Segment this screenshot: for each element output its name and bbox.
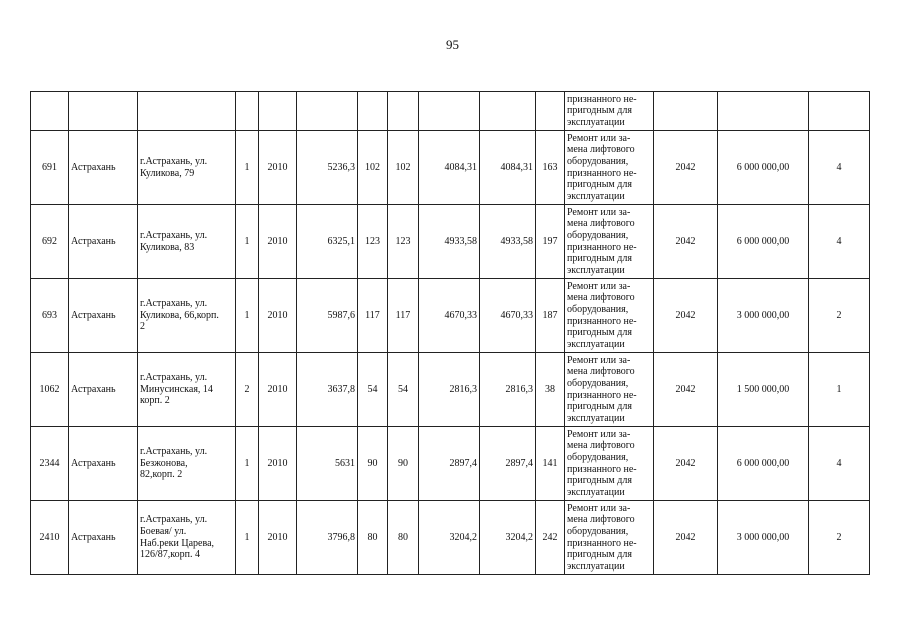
cell-count: 2 — [809, 279, 870, 353]
cell-address: г.Астрахань, ул. Безжонова, 82,корп. 2 — [138, 427, 236, 501]
cell-col7: 90 — [358, 427, 388, 501]
table-row — [31, 205, 870, 279]
cell-col7: 80 — [358, 501, 388, 575]
cell-col8: 102 — [388, 131, 419, 205]
cell-col11: 163 — [536, 131, 565, 205]
cell-area-a: 3204,2 — [419, 501, 480, 575]
cell-col4: 1 — [236, 131, 259, 205]
cell-year: 2010 — [259, 501, 297, 575]
cell-id: 693 — [31, 279, 69, 353]
cell-empty — [654, 92, 718, 131]
cell-col4: 1 — [236, 501, 259, 575]
cell-col11: 141 — [536, 427, 565, 501]
housing-repair-table — [30, 91, 870, 575]
cell-work-continued: признанного не- пригодным для эксплуатации — [565, 92, 654, 131]
cell-col11: 242 — [536, 501, 565, 575]
cell-cost: 1 500 000,00 — [718, 353, 809, 427]
cell-empty — [358, 92, 388, 131]
cell-empty — [809, 92, 870, 131]
cell-empty — [138, 92, 236, 131]
cell-col11: 197 — [536, 205, 565, 279]
cell-address: г.Астрахань, ул. Куликова, 66,корп. 2 — [138, 279, 236, 353]
cell-year: 2010 — [259, 279, 297, 353]
cell-year: 2010 — [259, 205, 297, 279]
cell-plan-year: 2042 — [654, 205, 718, 279]
cell-area-b: 4084,31 — [480, 131, 536, 205]
cell-address: г.Астрахань, ул. Боевая/ ул. Наб.реки Царева, 126/87,корп. 4 — [138, 501, 236, 575]
cell-city: Астрахань — [69, 279, 138, 353]
cell-empty — [31, 92, 69, 131]
cell-plan-year: 2042 — [654, 501, 718, 575]
cell-area-b: 2897,4 — [480, 427, 536, 501]
cell-work: Ремонт или за- мена лифтового оборудования, признанного не- пригодным для эксплуатации — [565, 279, 654, 353]
cell-plan-year: 2042 — [654, 427, 718, 501]
cell-area-a: 2897,4 — [419, 427, 480, 501]
cell-col7: 117 — [358, 279, 388, 353]
cell-address: г.Астрахань, ул. Минусинская, 14 корп. 2 — [138, 353, 236, 427]
cell-area-b: 4933,58 — [480, 205, 536, 279]
cell-empty — [388, 92, 419, 131]
cell-area-b: 2816,3 — [480, 353, 536, 427]
cell-id: 2344 — [31, 427, 69, 501]
cell-col4: 2 — [236, 353, 259, 427]
cell-col11: 187 — [536, 279, 565, 353]
cell-empty — [536, 92, 565, 131]
cell-year: 2010 — [259, 427, 297, 501]
cell-year: 2010 — [259, 353, 297, 427]
cell-plan-year: 2042 — [654, 131, 718, 205]
cell-empty — [419, 92, 480, 131]
cell-area-total: 5236,3 — [297, 131, 358, 205]
cell-col8: 117 — [388, 279, 419, 353]
cell-cost: 3 000 000,00 — [718, 279, 809, 353]
cell-id: 2410 — [31, 501, 69, 575]
cell-area-a: 4670,33 — [419, 279, 480, 353]
cell-count: 2 — [809, 501, 870, 575]
cell-col7: 123 — [358, 205, 388, 279]
cell-col8: 123 — [388, 205, 419, 279]
cell-address: г.Астрахань, ул. Куликова, 79 — [138, 131, 236, 205]
cell-count: 4 — [809, 205, 870, 279]
cell-work: Ремонт или за- мена лифтового оборудования, признанного не- пригодным для эксплуатации — [565, 427, 654, 501]
cell-col8: 90 — [388, 427, 419, 501]
cell-area-a: 2816,3 — [419, 353, 480, 427]
cell-cost: 6 000 000,00 — [718, 427, 809, 501]
table-row — [31, 131, 870, 205]
cell-plan-year: 2042 — [654, 353, 718, 427]
cell-count: 4 — [809, 427, 870, 501]
cell-area-total: 3796,8 — [297, 501, 358, 575]
cell-empty — [480, 92, 536, 131]
cell-area-b: 3204,2 — [480, 501, 536, 575]
cell-area-total: 5631 — [297, 427, 358, 501]
cell-empty — [297, 92, 358, 131]
cell-city: Астрахань — [69, 501, 138, 575]
cell-cost: 6 000 000,00 — [718, 205, 809, 279]
cell-work: Ремонт или за- мена лифтового оборудования, признанного не- пригодным для эксплуатации — [565, 501, 654, 575]
table-row — [31, 353, 870, 427]
cell-work: Ремонт или за- мена лифтового оборудования, признанного не- пригодным для эксплуатации — [565, 131, 654, 205]
table-row — [31, 279, 870, 353]
cell-work: Ремонт или за- мена лифтового оборудования, признанного не- пригодным для эксплуатации — [565, 353, 654, 427]
cell-col4: 1 — [236, 279, 259, 353]
cell-work: Ремонт или за- мена лифтового оборудования, признанного не- пригодным для эксплуатации — [565, 205, 654, 279]
cell-col8: 80 — [388, 501, 419, 575]
cell-col7: 102 — [358, 131, 388, 205]
cell-year: 2010 — [259, 131, 297, 205]
cell-plan-year: 2042 — [654, 279, 718, 353]
cell-city: Астрахань — [69, 131, 138, 205]
cell-count: 4 — [809, 131, 870, 205]
cell-id: 1062 — [31, 353, 69, 427]
cell-empty — [259, 92, 297, 131]
cell-empty — [236, 92, 259, 131]
table-row — [31, 427, 870, 501]
cell-area-a: 4084,31 — [419, 131, 480, 205]
cell-id: 691 — [31, 131, 69, 205]
cell-col7: 54 — [358, 353, 388, 427]
cell-city: Астрахань — [69, 205, 138, 279]
cell-city: Астрахань — [69, 353, 138, 427]
cell-area-total: 3637,8 — [297, 353, 358, 427]
cell-id: 692 — [31, 205, 69, 279]
table-row-continued — [31, 92, 870, 131]
page-number: 95 — [446, 37, 459, 52]
cell-city: Астрахань — [69, 427, 138, 501]
cell-address: г.Астрахань, ул. Куликова, 83 — [138, 205, 236, 279]
cell-col4: 1 — [236, 427, 259, 501]
cell-area-total: 5987,6 — [297, 279, 358, 353]
cell-count: 1 — [809, 353, 870, 427]
cell-col4: 1 — [236, 205, 259, 279]
cell-col11: 38 — [536, 353, 565, 427]
cell-cost: 3 000 000,00 — [718, 501, 809, 575]
cell-area-a: 4933,58 — [419, 205, 480, 279]
cell-col8: 54 — [388, 353, 419, 427]
cell-area-b: 4670,33 — [480, 279, 536, 353]
cell-empty — [69, 92, 138, 131]
table-row — [31, 501, 870, 575]
cell-empty — [718, 92, 809, 131]
cell-cost: 6 000 000,00 — [718, 131, 809, 205]
cell-area-total: 6325,1 — [297, 205, 358, 279]
